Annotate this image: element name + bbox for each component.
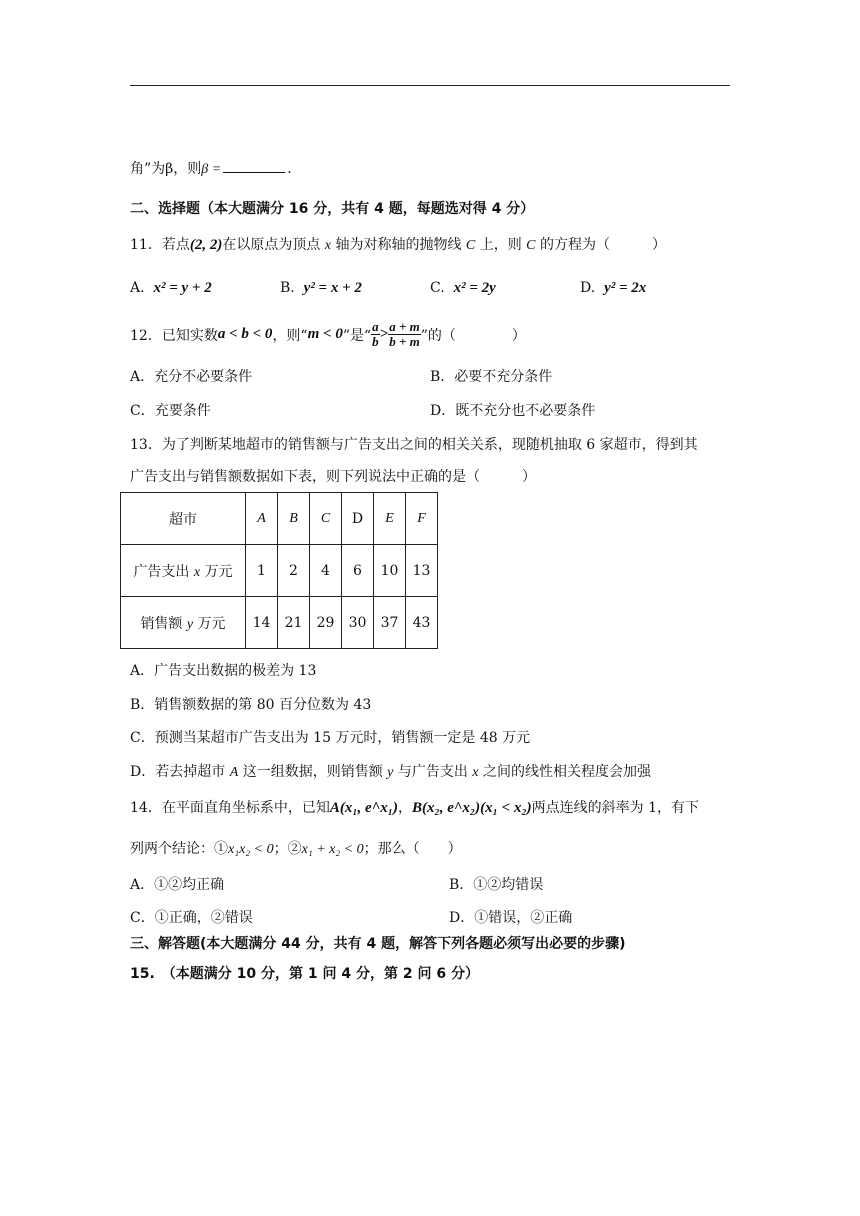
conclusion-1: x₁x₂ < 0	[228, 842, 274, 857]
table-header-cell: 超市	[121, 493, 246, 545]
table-cell: 37	[374, 597, 406, 649]
q11-text: 在以原点为顶点	[222, 237, 321, 253]
table-row	[121, 545, 438, 597]
q12-condition: a < b < 0	[217, 326, 273, 342]
q12-m-condition: m < 0	[307, 326, 343, 342]
table-header-row	[121, 493, 438, 545]
table-row-label	[121, 545, 246, 597]
question-10-continuation	[130, 158, 292, 178]
table-cell: 43	[406, 597, 438, 649]
table-cell: 10	[374, 545, 406, 597]
q11-text: 轴为对称轴的抛物线	[335, 237, 462, 253]
denominator: b + m	[389, 334, 420, 349]
table-header-cell: B	[278, 493, 310, 545]
label-unit: 万元	[204, 563, 233, 580]
table-cell: 30	[342, 597, 374, 649]
option-text: 这一组数据，则销售额	[242, 764, 383, 780]
question-13-line-1: 13．为了判断某地超市的销售额与广告支出之间的相关关系，现随机抽取 6 家超市，得到其	[130, 437, 698, 453]
q14-prefix: 14．在平面直角坐标系中，已知	[130, 800, 330, 816]
fraction-a-over-b	[371, 320, 380, 349]
q11-var-c: C	[526, 238, 536, 253]
beta-symbol: β	[165, 161, 174, 177]
table-header-cell: D	[342, 493, 374, 545]
table-row	[121, 597, 438, 649]
q12-option-b[interactable]: B．必要不充分条件	[430, 369, 553, 385]
question-15-heading: 15. （本题满分 10 分，第 1 问 4 分，第 2 问 6 分）	[130, 966, 479, 982]
q12-option-d[interactable]: D．既不充分也不必要条件	[430, 403, 596, 419]
section-2-heading: 二、选择题（本大题满分 16 分，共有 4 题，每题选对得 4 分）	[130, 201, 535, 217]
q14-option-b[interactable]: B．①②均错误	[449, 877, 544, 893]
option-expr: x² = y + 2	[153, 280, 212, 296]
q12-text: ，则“	[272, 327, 308, 344]
header-rule	[130, 85, 730, 86]
q13-option-c[interactable]: C．预测当某超市广告支出为 15 万元时，销售额一定是 48 万元	[130, 730, 531, 746]
q11-option-d[interactable]	[580, 280, 646, 297]
label-text: 广告支出	[133, 563, 190, 580]
table-cell: 4	[310, 545, 342, 597]
answer-blank[interactable]	[223, 160, 285, 173]
table-cell: 2	[278, 545, 310, 597]
question-14-line-2	[130, 838, 462, 858]
table-header-cell: E	[374, 493, 406, 545]
q11-option-c[interactable]	[430, 280, 496, 297]
q11-var-c: C	[465, 238, 476, 253]
option-label: B.	[280, 280, 295, 296]
option-expr: x² = 2y	[453, 280, 496, 296]
table-header-cell: A	[246, 493, 278, 545]
q12-option-a[interactable]: A．充分不必要条件	[130, 369, 253, 385]
q13-option-d[interactable]	[130, 761, 651, 781]
option-var: y	[387, 765, 394, 780]
conclusion-2: x₁ + x₂ < 0	[301, 842, 364, 857]
continuation-text: ，则	[173, 161, 202, 177]
q11-point: (2, 2)	[189, 237, 223, 253]
option-expr: y² = 2x	[604, 280, 647, 296]
q13-option-b[interactable]: B．销售额数据的第 80 百分位数为 43	[130, 697, 372, 713]
q14-option-a[interactable]: A．①②均正确	[130, 877, 225, 893]
q14-text: ；那么（ ）	[363, 841, 462, 857]
data-table	[120, 492, 438, 649]
period: .	[287, 161, 292, 177]
option-label: C.	[430, 280, 445, 296]
q14-text: 列两个结论：①	[130, 841, 228, 857]
q11-text: 的方程为（ ）	[539, 237, 666, 253]
q13-option-a[interactable]: A．广告支出数据的极差为 13	[130, 663, 317, 679]
point-a: A(x₁, e^x₁)	[329, 800, 398, 816]
continuation-text: 角”为	[130, 161, 166, 177]
q14-option-d[interactable]: D．①错误，②正确	[449, 910, 573, 926]
q11-text: 上，则	[479, 237, 522, 253]
question-11-stem	[130, 234, 666, 254]
option-var: A	[229, 765, 239, 780]
option-label: D.	[580, 280, 596, 296]
greater-than: >	[379, 326, 389, 342]
q14-text: ；②	[273, 841, 302, 857]
q14-text: 两点连线的斜率为 1，有下	[531, 800, 700, 816]
option-text: D．若去掉超市	[130, 764, 226, 780]
label-var: y	[186, 616, 194, 632]
table-header-cell: F	[406, 493, 438, 545]
option-expr: y² = x + 2	[303, 280, 362, 296]
table-header-cell: C	[310, 493, 342, 545]
table-cell: 21	[278, 597, 310, 649]
table-cell: 14	[246, 597, 278, 649]
table-cell: 1	[246, 545, 278, 597]
question-14-line-1	[130, 797, 699, 817]
fraction-am-over-bm	[388, 320, 421, 349]
q14-condition: (x₁ < x₂)	[480, 800, 532, 816]
q12-prefix: 12．已知实数	[130, 327, 218, 344]
point-b: B(x₂, e^x₂)	[412, 800, 481, 816]
q11-option-b[interactable]	[280, 280, 362, 297]
table-row-label	[121, 597, 246, 649]
table-cell: 29	[310, 597, 342, 649]
q11-prefix: 11．若点	[130, 237, 190, 253]
option-text: 之间的线性相关程度会加强	[482, 764, 651, 780]
q11-option-a[interactable]	[130, 280, 212, 297]
q11-var-x: x	[324, 238, 331, 253]
numerator: a + m	[389, 319, 420, 334]
table-cell: 13	[406, 545, 438, 597]
label-unit: 万元	[197, 615, 226, 632]
option-label: A.	[130, 280, 145, 296]
question-12-stem	[130, 320, 526, 349]
q12-text: ”是“	[342, 327, 372, 344]
q12-text: ”的（ ）	[420, 327, 526, 344]
option-var: x	[472, 765, 479, 780]
q12-option-c[interactable]: C．充要条件	[130, 403, 211, 419]
beta-equals: β =	[201, 162, 222, 177]
q14-comma: ，	[398, 800, 412, 816]
denominator: b	[372, 334, 379, 349]
option-text: 与广告支出	[397, 764, 468, 780]
label-var: x	[193, 564, 201, 580]
q14-option-c[interactable]: C．①正确，②错误	[130, 910, 253, 926]
label-text: 销售额	[140, 615, 183, 632]
table-cell: 6	[342, 545, 374, 597]
numerator: a	[372, 319, 379, 334]
question-13-line-2: 广告支出与销售额数据如下表，则下列说法中正确的是（ ）	[130, 469, 536, 485]
section-3-heading: 三、解答题(本大题满分 44 分，共有 4 题，解答下列各题必须写出必要的步骤)	[130, 936, 626, 952]
